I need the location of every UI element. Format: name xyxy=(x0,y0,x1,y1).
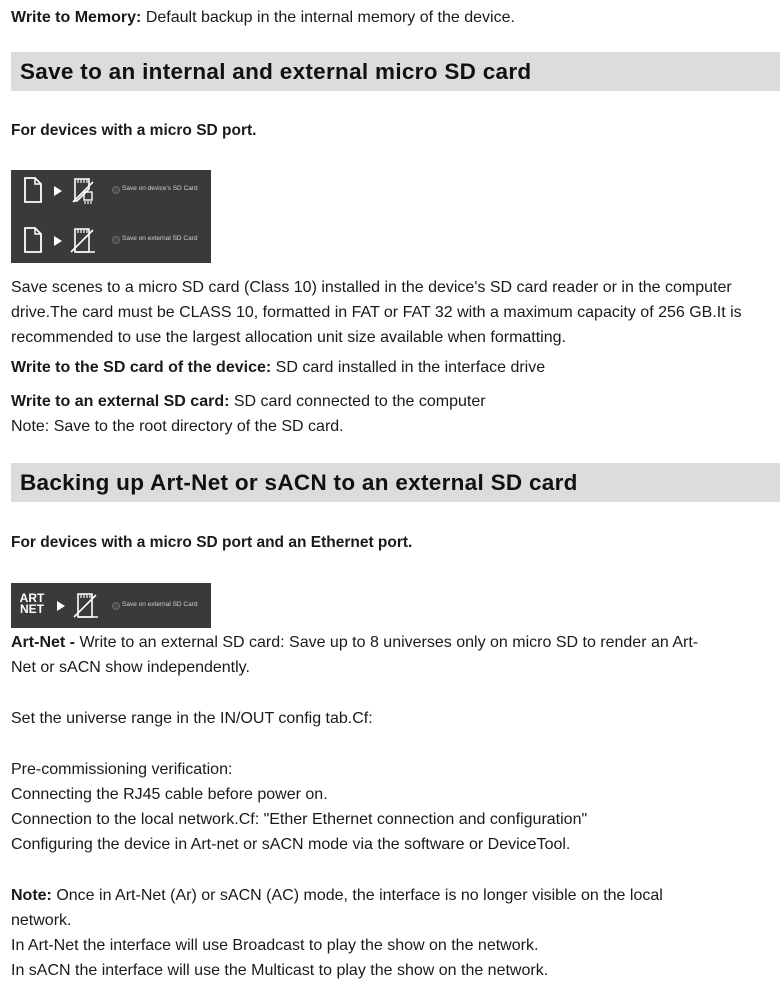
root-directory-note: Note: Save to the root directory of the SD card. xyxy=(11,418,344,435)
write-to-memory-text: Default backup in the internal memory of the device. xyxy=(141,9,515,26)
artnet-icon-top: ART xyxy=(19,591,45,605)
artnet-paragraph xyxy=(11,630,776,680)
save-external-sd-option[interactable] xyxy=(11,220,211,260)
save-device-sd-option[interactable] xyxy=(11,170,211,210)
device-sd-icon-group xyxy=(23,176,103,206)
write-device-sd-label: Write to the SD card of the device: xyxy=(11,359,272,376)
note-label: Note: xyxy=(11,887,52,904)
write-device-sd-text: SD card installed in the interface drive xyxy=(271,359,546,376)
precommissioning-block xyxy=(11,757,776,857)
write-device-sd-line xyxy=(11,355,776,380)
write-external-sd-label: Write to an external SD card: xyxy=(11,393,230,410)
write-external-sd-text: SD card connected to the computer xyxy=(229,393,486,410)
arrow-right-icon xyxy=(54,186,62,196)
sd-card-icon xyxy=(74,594,98,617)
universe-range-line: Set the universe range in the IN/OUT config tab.Cf: xyxy=(11,710,373,727)
artnet-sd-icon-group xyxy=(51,591,111,621)
sd-card-chip-icon xyxy=(73,179,93,204)
section-heading-sd-card: Save to an internal and external micro SD card xyxy=(11,52,780,91)
arrow-right-icon xyxy=(57,601,65,611)
radio-button[interactable] xyxy=(112,602,120,610)
external-sd-icon-group xyxy=(23,226,103,256)
precomm-line: Connecting the RJ45 cable before power on. xyxy=(11,786,328,803)
section-heading-artnet: Backing up Art-Net or sACN to an external SD card xyxy=(11,463,780,502)
section-subheading-sd-port: For devices with a micro SD port. xyxy=(11,122,257,139)
artnet-line2: Net or sACN show independently. xyxy=(11,659,250,676)
precomm-line: Connection to the local network.Cf: "Ether Ethernet connection and configuration" xyxy=(11,811,588,828)
note-line1: Once in Art-Net (Ar) or sACN (AC) mode, the interface is no longer visible on the local xyxy=(51,887,663,904)
radio-button[interactable] xyxy=(112,236,120,244)
artnet-line1: Write to an external SD card: Save up to 8 universes only on micro SD to render an Art- xyxy=(75,634,699,651)
sd-save-options-panel xyxy=(11,170,211,263)
sd-card-paragraph: Save scenes to a micro SD card (Class 10) installed in the device's SD card reader or in the computer drive.The card must be CLASS 10, formatted in FAT or FAT 32 with a maximum capacity of 256 GB.It is recommended to use the largest allocation unit size available when formatting. xyxy=(11,279,742,346)
artnet-label: Art-Net - xyxy=(11,634,75,651)
file-icon xyxy=(25,228,41,252)
mode-note-block xyxy=(11,883,776,983)
artnet-save-label: Save on external SD Card xyxy=(122,601,198,608)
sd-card-icon xyxy=(71,229,95,252)
write-external-sd-line xyxy=(11,389,776,414)
note-line2: network. xyxy=(11,912,72,929)
write-to-memory-line xyxy=(11,5,776,30)
radio-button[interactable] xyxy=(112,186,120,194)
precomm-line: Pre-commissioning verification: xyxy=(11,761,233,778)
section-subheading-ethernet: For devices with a micro SD port and an Ethernet port. xyxy=(11,534,413,551)
save-device-sd-label: Save on device's SD Card xyxy=(122,185,198,192)
save-external-sd-label: Save on external SD Card xyxy=(122,235,198,242)
write-to-memory-label: Write to Memory: xyxy=(11,9,142,26)
artnet-save-panel xyxy=(11,583,211,628)
file-icon xyxy=(25,178,41,202)
artnet-icon xyxy=(19,593,45,615)
note-line3: In Art-Net the interface will use Broadcast to play the show on the network. xyxy=(11,937,539,954)
artnet-icon-bottom: NET xyxy=(20,602,44,616)
arrow-right-icon xyxy=(54,236,62,246)
note-line4: In sACN the interface will use the Multicast to play the show on the network. xyxy=(11,962,549,979)
precomm-line: Configuring the device in Art-net or sACN mode via the software or DeviceTool. xyxy=(11,836,571,853)
save-external-sd-option[interactable] xyxy=(11,583,211,628)
